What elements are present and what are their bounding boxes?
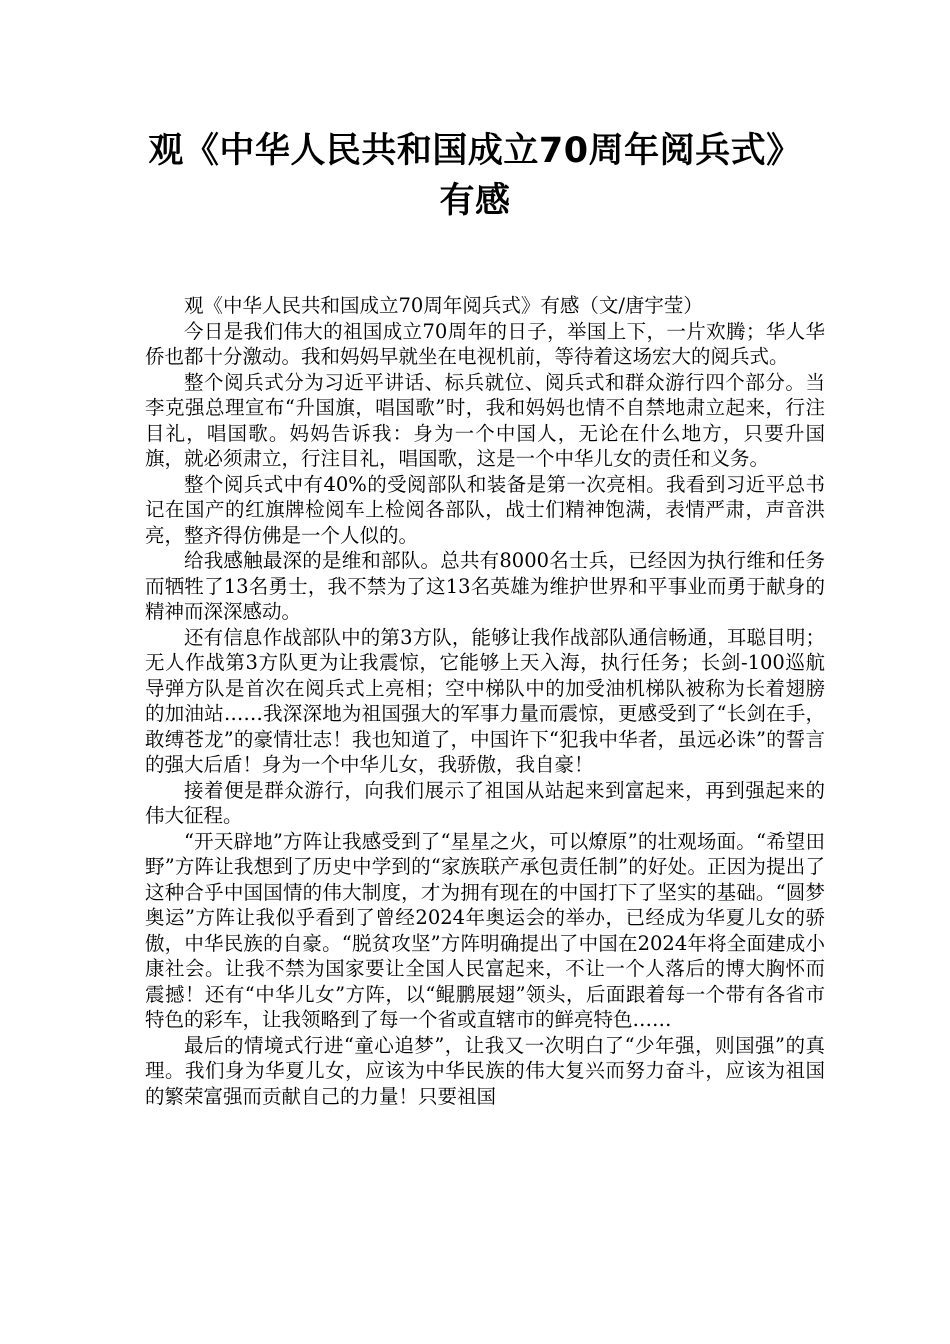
document-body <box>145 293 825 1109</box>
body-paragraph: 整个阅兵式分为习近平讲话、标兵就位、阅兵式和群众游行四个部分。当李克强总理宣布“升国旗，唱国歌”时，我和妈妈也情不自禁地肃立起来，行注目礼，唱国歌。妈妈告诉我：身为一个中国人，无论在什么地方，只要升国旗，就必须肃立，行注目礼，唱国歌，这是一个中华儿女的责任和义务。 <box>145 370 825 470</box>
body-paragraph: “开天辟地”方阵让我感受到了“星星之火，可以燎原”的壮观场面。“希望田野”方阵让我想到了历史中学到的“家族联产承包责任制”的好处。正因为提出了这种合乎中国国情的伟大制度，才为拥有现在的中国打下了坚实的基础。“圆梦奥运”方阵让我似乎看到了曾经2024年奥运会的举办，已经成为华夏儿女的骄傲，中华民族的自豪。“脱贫攻坚”方阵明确提出了中国在2024年将全面建成小康社会。让我不禁为国家要让全国人民富起来，不让一个人落后的博大胸怀而震撼！还有“中华儿女”方阵，以“鲲鹏展翅”领头，后面跟着每一个带有各省市特色的彩车，让我领略到了每一个省或直辖市的鲜亮特色…… <box>145 829 825 1031</box>
document-title: 观《中华人民共和国成立70周年阅兵式》有感 <box>148 131 802 221</box>
byline-paragraph: 观《中华人民共和国成立70周年阅兵式》有感（文/唐宇莹） <box>184 294 703 317</box>
body-paragraph: 整个阅兵式中有40%的受阅部队和装备是第一次亮相。我看到习近平总书记在国产的红旗牌检阅车上检阅各部队，战士们精神饱满，表情严肃，声音洪亮，整齐得仿佛是一个人似的。 <box>145 472 825 547</box>
body-paragraph: 最后的情境式行进“童心追梦”，让我又一次明白了“少年强，则国强”的真理。我们身为华夏儿女，应该为中华民族的伟大复兴而努力奋斗，应该为祖国的繁荣富强而贡献自己的力量！只要祖国 <box>145 1033 825 1108</box>
body-paragraph: 还有信息作战部队中的第3方队，能够让我作战部队通信畅通，耳聪目明；无人作战第3方队更为让我震惊，它能够上天入海，执行任务；长剑-100巡航导弹方队是首次在阅兵式上亮相；空中梯队中的加受油机梯队被称为长着翅膀的加油站……我深深地为祖国强大的军事力量而震惊，更感受到了“长剑在手，敢缚苍龙”的豪情壮志！我也知道了，中国许下“犯我中华者，虽远必诛”的誓言的强大后盾！身为一个中华儿女，我骄傲，我自豪！ <box>145 625 825 776</box>
body-paragraph: 给我感触最深的是维和部队。总共有8000名士兵，已经因为执行维和任务而牺牲了13名勇士，我不禁为了这13名英雄为维护世界和平事业而勇于献身的精神而深深感动。 <box>145 549 825 623</box>
body-paragraph: 接着便是群众游行，向我们展示了祖国从站起来到富起来，再到强起来的伟大征程。 <box>145 778 825 827</box>
body-paragraph: 今日是我们伟大的祖国成立70周年的日子，举国上下，一片欢腾；华人华侨也都十分激动。我和妈妈早就坐在电视机前，等待着这场宏大的阅兵式。 <box>145 319 825 368</box>
